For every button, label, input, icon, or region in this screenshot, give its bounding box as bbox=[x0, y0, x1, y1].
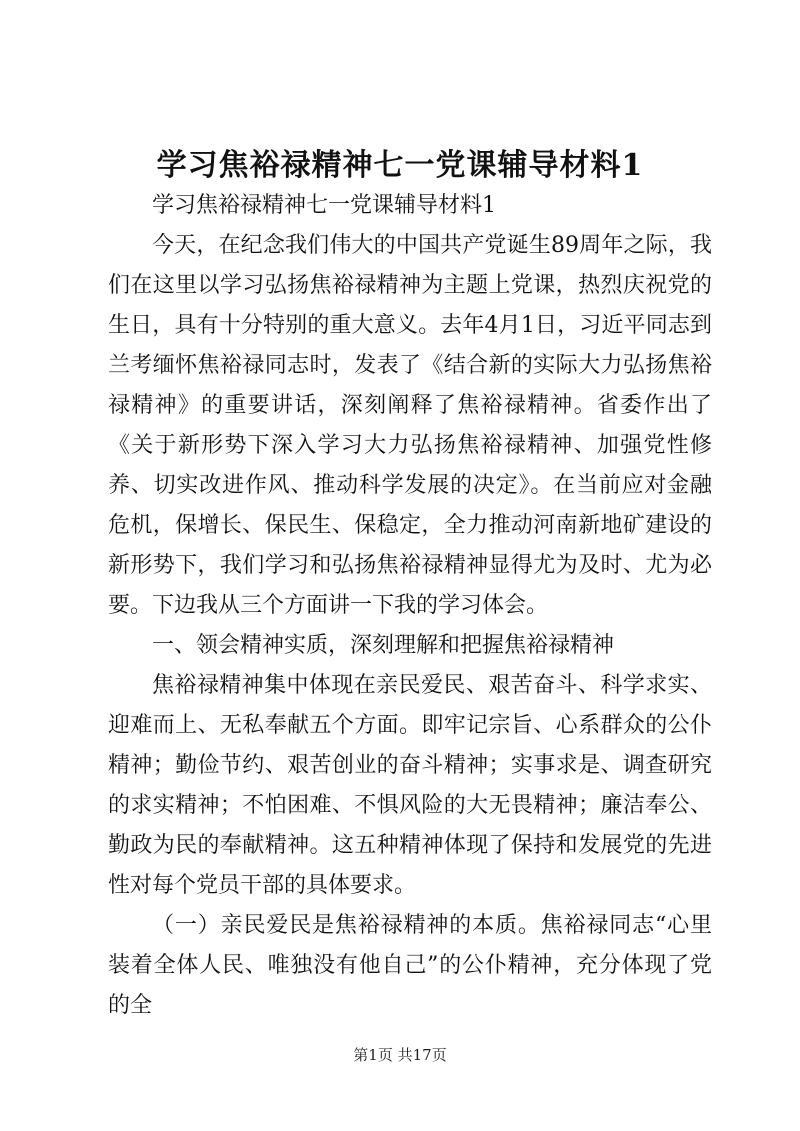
document-title: 学习焦裕禄精神七一党课辅导材料1 bbox=[156, 148, 644, 183]
page-footer: 第1页 共17页 bbox=[353, 1046, 447, 1064]
document-body bbox=[108, 186, 712, 1026]
intro-paragraph: 今天，在纪念我们伟大的中国共产党诞生89周年之际，我们在这里以学习弘扬焦裕禄精神为主题上党课，热烈庆祝党的生日，具有十分特别的重大意义。去年4月1日，习近平同志到兰考缅怀焦裕禄同志时，发表了《结合新的实际大力弘扬焦裕禄精神》的重要讲话，深刻阐释了焦裕禄精神。省委作出了《关于新形势下深入学习大力弘扬焦裕禄精神、加强党性修养、切实改进作风、推动科学发展的决定》。在当前应对金融危机，保增长、保民生、保稳定，全力推动河南新地矿建设的新形势下，我们学习和弘扬焦裕禄精神显得尤为及时、尤为必要。下边我从三个方面讲一下我的学习体会。 bbox=[108, 233, 712, 618]
section-1-paragraph: 焦裕禄精神集中体现在亲民爱民、艰苦奋斗、科学求实、迎难而上、无私奉献五个方面。即牢记宗旨、心系群众的公仆精神；勤俭节约、艰苦创业的奋斗精神；实事求是、调查研究的求实精神；不怕困难、不惧风险的大无畏精神；廉洁奉公、勤政为民的奉献精神。这五种精神体现了保持和发展党的先进性对每个党员干部的具体要求。 bbox=[108, 673, 712, 898]
section-heading-1: 一、领会精神实质，深刻理解和把握焦裕禄精神 bbox=[152, 633, 615, 658]
document-subtitle: 学习焦裕禄精神七一党课辅导材料1 bbox=[152, 193, 496, 218]
subsection-1-paragraph: （一）亲民爱民是焦裕禄精神的本质。焦裕禄同志“心里装着全体人民、唯独没有他自己”的公仆精神，充分体现了党的全 bbox=[108, 913, 712, 1018]
